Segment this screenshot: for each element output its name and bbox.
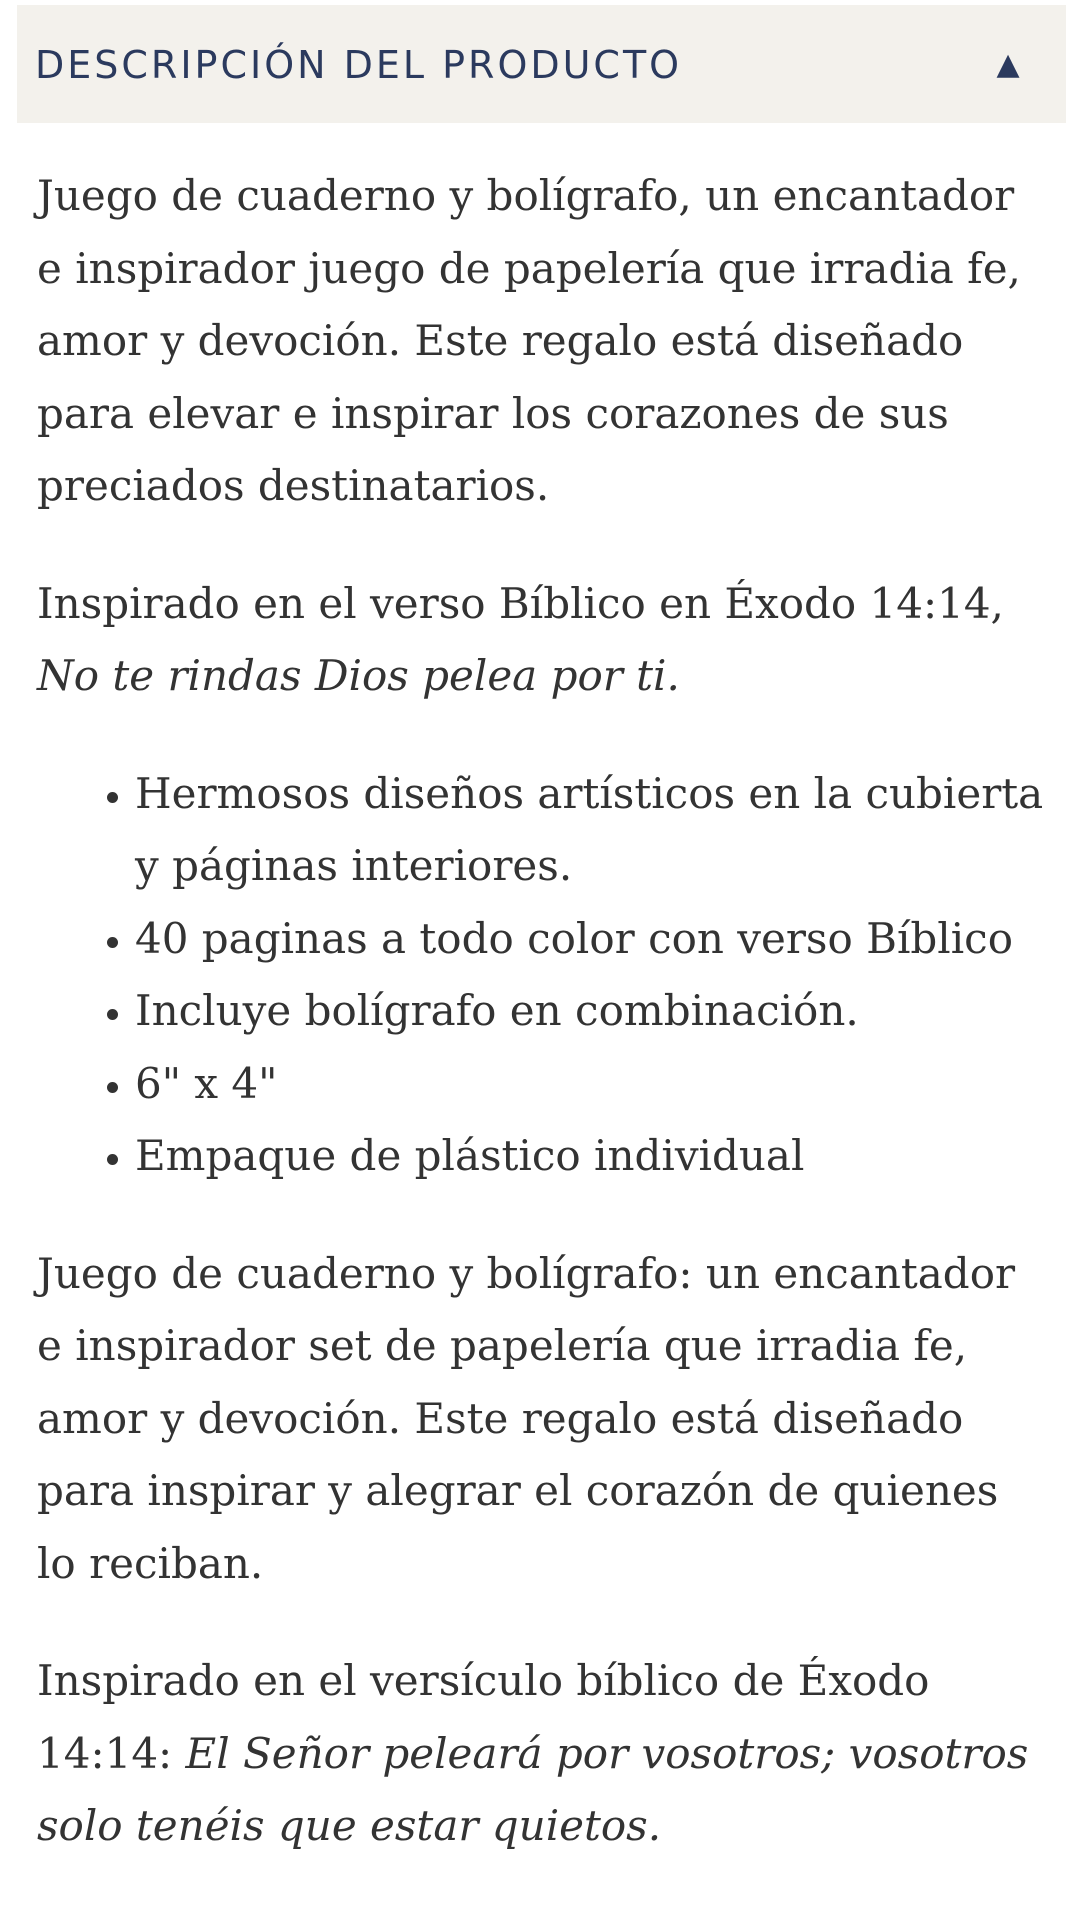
verse-2-intro: Inspirado en el versículo bíblico de Éxodo 14:14: bbox=[37, 1656, 930, 1778]
verse-1-intro: Inspirado en el verso Bíblico en Éxodo 14:14, bbox=[37, 578, 1004, 628]
list-item: • Incluye bolígrafo en combinación. bbox=[135, 975, 1047, 1048]
feature-list bbox=[37, 758, 1047, 1193]
verse-1-quote: No te rindas Dios pelea por ti. bbox=[37, 651, 680, 700]
verse-2-quote: El Señor peleará por vosotros; vosotros solo tenéis que estar quietos. bbox=[37, 1728, 1029, 1850]
verse-paragraph-2 bbox=[37, 1645, 1047, 1863]
list-item: • Hermosos diseños artísticos en la cubierta y páginas interiores. bbox=[135, 758, 1047, 903]
list-item: • Empaque de plástico individual bbox=[135, 1120, 1047, 1193]
list-item: • 40 paginas a todo color con verso Bíblico bbox=[135, 903, 1047, 976]
list-item: • 6" x 4" bbox=[135, 1048, 1047, 1121]
description-paragraph-2: Juego de cuaderno y bolígrafo: un encantador e inspirador set de papelería que irradia fe, amor y devoción. Este regalo está diseñado para inspirar y alegrar el corazón de quienes lo reciban. bbox=[37, 1248, 1016, 1588]
description-paragraph-1: Juego de cuaderno y bolígrafo, un encantador e inspirador juego de papelería que irradia fe, amor y devoción. Este regalo está diseñado para elevar e inspirar los corazones de sus preciados destinatarios. bbox=[37, 171, 1021, 510]
product-description-body bbox=[37, 160, 1047, 1908]
verse-paragraph-1 bbox=[37, 568, 1047, 713]
product-description-accordion-header[interactable] bbox=[17, 5, 1066, 123]
collapse-triangle-icon[interactable]: ▲ bbox=[996, 47, 1020, 82]
accordion-title: DESCRIPCIÓN DEL PRODUCTO bbox=[35, 43, 683, 87]
